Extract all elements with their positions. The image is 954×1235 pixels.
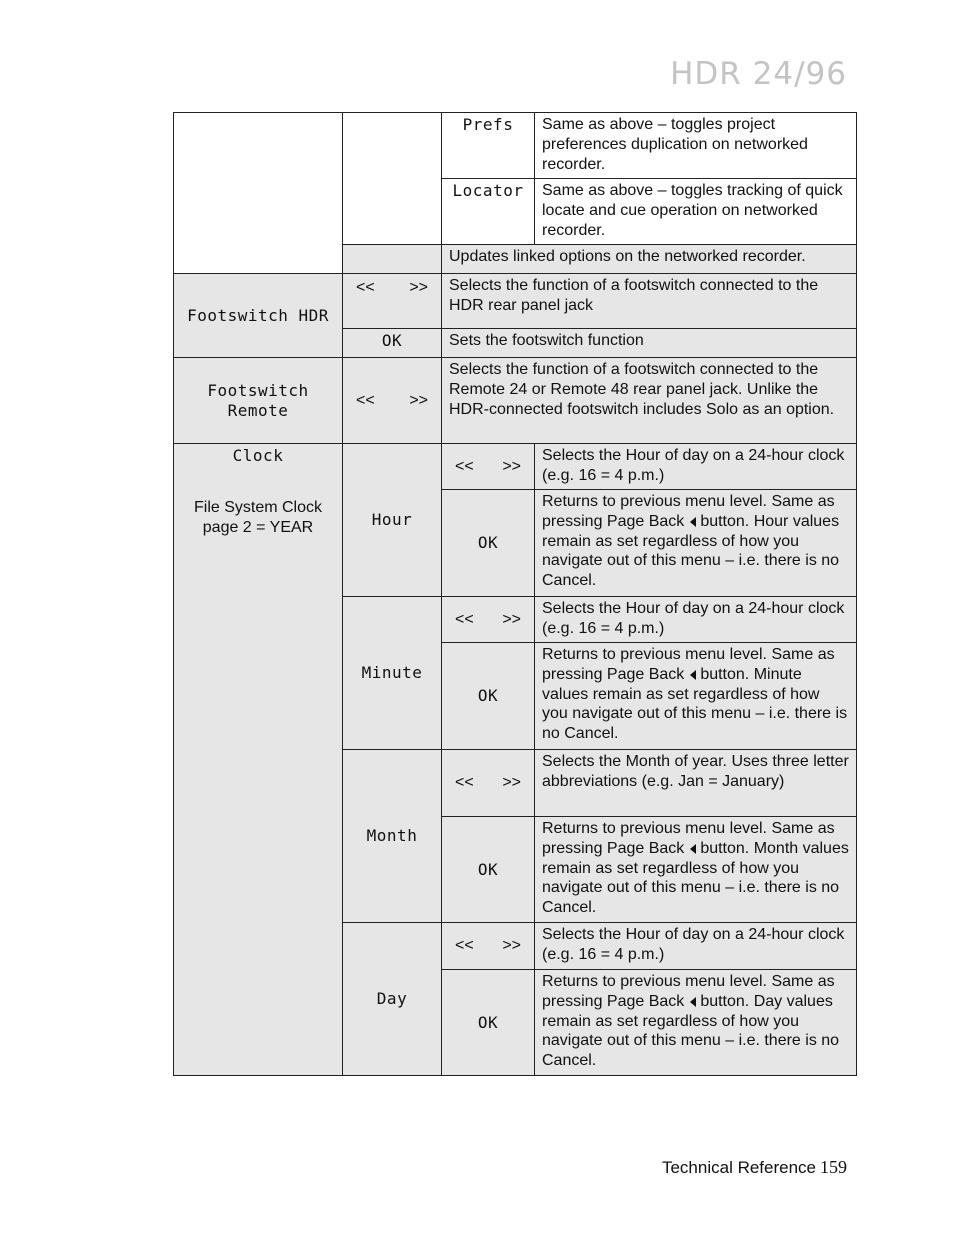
minute-ok-description-a: Returns to previous menu level. Same as pressing Page Back (542, 646, 835, 683)
month-arrows (442, 750, 535, 817)
page-footer (662, 1157, 847, 1178)
table-row (174, 358, 857, 444)
arrow-right-label: >> (409, 279, 428, 296)
hour-ok-description-b: button. Hour values remain as set regardless of how you navigate out of this menu – i.e. there is no Cancel. (542, 512, 840, 590)
page-back-icon (690, 517, 696, 527)
hour-arrows-description: Selects the Hour of day on a 24-hour clock (e.g. 16 = 4 p.m.) (535, 444, 857, 490)
month-ok-description-b: button. Month values remain as set regardless of how you navigate out of this menu – i.e. there is no Cancel. (542, 839, 849, 917)
hour-arrows (442, 444, 535, 490)
footswitch-remote-label (174, 358, 343, 444)
day-ok-description-a: Returns to previous menu level. Same as pressing Page Back (542, 973, 835, 1010)
footswitch-hdr-ok-label: OK (343, 329, 442, 358)
reference-table (173, 112, 857, 1076)
clock-sub-line1: File System Clock (193, 498, 323, 516)
footswitch-hdr-arrows-description: Selects the function of a footswitch connected to the HDR rear panel jack (442, 274, 857, 329)
updates-description: Updates linked options on the networked recorder. (442, 245, 857, 274)
day-ok-label: OK (442, 970, 535, 1076)
footswitch-remote-label-line2: Remote (227, 400, 289, 420)
month-ok-description-a: Returns to previous menu level. Same as pressing Page Back (542, 820, 835, 857)
arrow-right-label: >> (502, 610, 521, 628)
hour-label: Hour (343, 444, 442, 597)
clock-label: Clock (232, 446, 284, 465)
hour-ok-label: OK (442, 490, 535, 597)
table-row (174, 274, 857, 329)
day-label: Day (343, 923, 442, 1076)
minute-arrows (442, 597, 535, 643)
arrow-right-label: >> (502, 774, 521, 792)
footswitch-remote-arrows (343, 358, 442, 444)
arrow-left-label: << (455, 774, 474, 792)
day-ok-description-b: button. Day values remain as set regardless of how you navigate out of this menu – i.e. there is no Cancel. (542, 992, 840, 1070)
day-arrows-description: Selects the Hour of day on a 24-hour clock (e.g. 16 = 4 p.m.) (535, 923, 857, 970)
page-back-icon (690, 997, 696, 1007)
hour-ok-description (535, 490, 857, 597)
table-row (174, 113, 857, 179)
hour-ok-description-a: Returns to previous menu level. Same as pressing Page Back (542, 493, 835, 530)
empty-cell (174, 113, 343, 274)
page-header-title: HDR 24/96 (670, 56, 847, 92)
table-row (174, 444, 857, 490)
locator-label: Locator (442, 179, 535, 245)
prefs-description: Same as above – toggles project preferences duplication on networked recorder. (535, 113, 857, 179)
month-ok-label: OK (442, 817, 535, 923)
prefs-label: Prefs (442, 113, 535, 179)
footswitch-hdr-arrows (343, 274, 442, 329)
day-ok-description (535, 970, 857, 1076)
arrow-right-label: >> (409, 391, 428, 409)
clock-sub-line2: page 2 = YEAR (202, 518, 314, 536)
arrow-left-label: << (455, 610, 474, 628)
arrow-left-label: << (455, 457, 474, 475)
arrow-left-label: << (356, 279, 375, 296)
footswitch-hdr-label: Footswitch HDR (174, 274, 343, 358)
empty-cell (343, 113, 442, 245)
footswitch-remote-arrows-description: Selects the function of a footswitch connected to the Remote 24 or Remote 48 rear panel jack. Unlike the HDR-connected footswitch includes Solo as an option. (442, 358, 857, 444)
footer-section-title: Technical Reference (661, 1158, 816, 1177)
clock-cell (174, 444, 343, 1076)
month-arrows-description: Selects the Month of year. Uses three letter abbreviations (e.g. Jan = January) (535, 750, 857, 817)
locator-description: Same as above – toggles tracking of quick locate and cue operation on networked recorder. (535, 179, 857, 245)
month-ok-description (535, 817, 857, 923)
minute-ok-description (535, 643, 857, 750)
arrow-left-label: << (455, 937, 474, 955)
arrow-left-label: << (356, 391, 375, 409)
empty-cell (343, 245, 442, 274)
footswitch-remote-label-line1: Footswitch (207, 380, 309, 400)
minute-label: Minute (343, 597, 442, 750)
arrow-right-label: >> (502, 457, 521, 475)
minute-ok-description-b: button. Minute values remain as set regardless of how you navigate out of this menu – i.e. there is no Cancel. (542, 665, 848, 743)
arrow-right-label: >> (502, 937, 521, 955)
month-label: Month (343, 750, 442, 923)
page-back-icon (690, 844, 696, 854)
minute-ok-label: OK (442, 643, 535, 750)
page-number: 159 (820, 1157, 847, 1177)
footswitch-hdr-ok-description: Sets the footswitch function (442, 329, 857, 358)
minute-arrows-description: Selects the Hour of day on a 24-hour clock (e.g. 16 = 4 p.m.) (535, 597, 857, 643)
day-arrows (442, 923, 535, 970)
page-back-icon (690, 670, 696, 680)
